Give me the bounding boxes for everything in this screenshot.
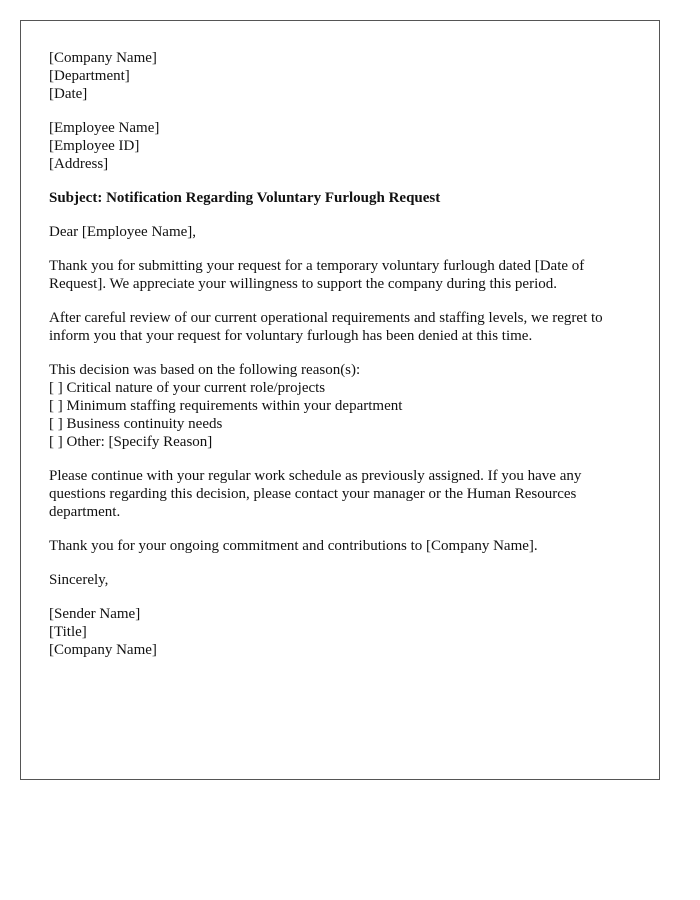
reason-item: [ ] Other: [Specify Reason] — [49, 434, 213, 450]
sender-title: [Title] — [49, 624, 87, 640]
signoff: Sincerely, — [49, 572, 109, 588]
paragraph-continue-schedule: Please continue with your regular work schedule as previously assigned. If you have any questions regarding this decision, please contact your manager or the Human Resources department. — [49, 468, 582, 520]
reasons-intro: This decision was based on the following reason(s): — [49, 362, 361, 378]
signature-block — [49, 605, 634, 659]
salutation: Dear [Employee Name], — [49, 224, 197, 240]
letter-date: [Date] — [49, 86, 88, 102]
sender-header — [49, 49, 634, 103]
employee-address: [Address] — [49, 156, 109, 172]
department: [Department] — [49, 68, 130, 84]
recipient-block — [49, 119, 634, 173]
reason-item: [ ] Business continuity needs — [49, 416, 223, 432]
reason-item: [ ] Critical nature of your current role/projects — [49, 380, 326, 396]
paragraph-request-ack: Thank you for submitting your request for a temporary voluntary furlough dated [Date of Request]. We appreciate your willingness to support the company during this period. — [49, 258, 585, 292]
reasons-list — [49, 361, 634, 451]
paragraph-denial: After careful review of our current operational requirements and staffing levels, we regret to inform you that your request for voluntary furlough has been denied at this time. — [49, 310, 603, 344]
letter-page — [20, 20, 660, 780]
letter-body — [49, 49, 634, 675]
company-name: [Company Name] — [49, 50, 157, 66]
paragraph-thanks: Thank you for your ongoing commitment and contributions to [Company Name]. — [49, 538, 538, 554]
subject-line: Subject: Notification Regarding Voluntary Furlough Request — [49, 190, 441, 206]
employee-name: [Employee Name] — [49, 120, 160, 136]
sender-company: [Company Name] — [49, 642, 157, 658]
sender-name: [Sender Name] — [49, 606, 141, 622]
reason-item: [ ] Minimum staffing requirements within your department — [49, 398, 403, 414]
employee-id: [Employee ID] — [49, 138, 140, 154]
